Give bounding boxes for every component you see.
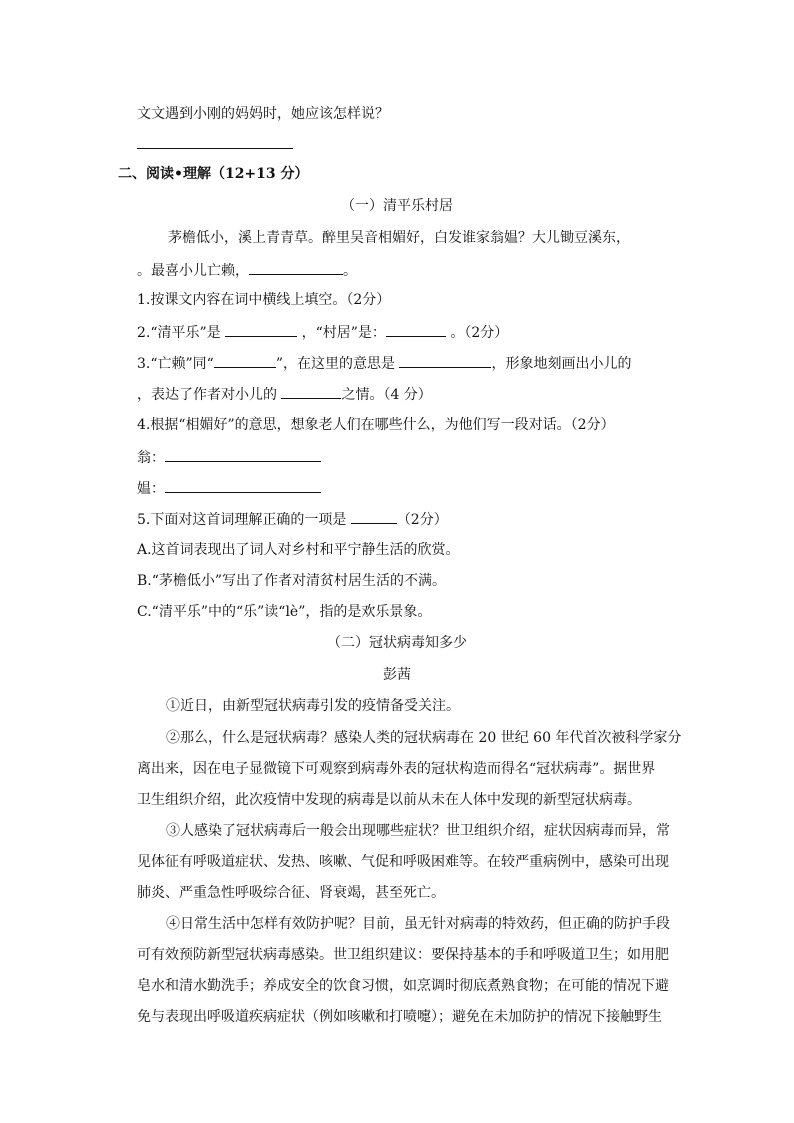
option-c: C.“清平乐”中的“乐”读“lè”，指的是欢乐景象。 bbox=[137, 604, 432, 620]
poem-title: （一）清平乐村居 bbox=[341, 198, 453, 214]
fill-blank bbox=[386, 322, 446, 337]
question-2-text: 2.“清平乐”是 bbox=[137, 325, 226, 341]
dialogue-weng bbox=[137, 447, 321, 468]
question-3-text: ，形象地刻画出小儿的 bbox=[491, 356, 632, 372]
question-4: 4.根据“相媚好”的意思，想象老人们在哪些什么，为他们写一段对话。（2分） bbox=[137, 417, 615, 433]
question-1: 1.按课文内容在词中横线上填空。（2分） bbox=[137, 292, 391, 308]
question-3-text: ，表达了作者对小儿的 bbox=[137, 387, 282, 403]
option-b: B.“茅檐低小”写出了作者对清贫村居生活的不满。 bbox=[137, 573, 447, 589]
fill-blank bbox=[225, 322, 297, 337]
paragraph-2-line-2: 离出来，因在电子显微镜下可观察到病毒外表的冠状构造而得名“冠状病毒”。据世界 bbox=[137, 761, 656, 777]
question-3 bbox=[137, 353, 631, 374]
fill-blank bbox=[214, 353, 276, 368]
paragraph-2-line-1: ②那么，什么是冠状病毒？感染人类的冠状病毒在 20 世纪 60 年代首次被科学家分 bbox=[166, 730, 682, 746]
fill-blank bbox=[249, 260, 343, 275]
question-3-text: 3.“亡赖”同“ bbox=[137, 356, 214, 372]
fill-blank bbox=[165, 447, 321, 462]
poem-line-2-end: 。 bbox=[343, 263, 357, 279]
poem-line-2-text: 。最喜小儿亡赖， bbox=[137, 263, 249, 279]
article-author: 彭茜 bbox=[383, 667, 411, 683]
article-title: （二）冠状病毒知多少 bbox=[327, 635, 467, 651]
paragraph-4-line-4: 免与表现出呼吸道疾病症状（例如咳嗽和打喷嚏）；避免在未加防护的情况下接触野生 bbox=[137, 1009, 662, 1025]
question-2-text: 。（2分） bbox=[445, 325, 509, 341]
question-text-line: 文文遇到小刚的妈妈时，她应该怎样说？ bbox=[137, 106, 389, 122]
fill-blank bbox=[399, 353, 491, 368]
paragraph-4-line-2: 可有效预防新型冠状病毒感染。世卫组织建议：要保持基本的手和呼吸道卫生；如用肥 bbox=[137, 947, 669, 963]
question-2-text: ，“村居”是： bbox=[297, 325, 386, 341]
option-a: A.这首词表现出了词人对乡村和平宁静生活的欣赏。 bbox=[137, 542, 460, 558]
dialogue-label: 翁： bbox=[137, 450, 165, 466]
dialogue-label: 媪： bbox=[137, 481, 165, 497]
question-5-text: 5.下面对这首词理解正确的一项是 bbox=[137, 512, 351, 528]
question-3-cont bbox=[137, 384, 432, 405]
paragraph-4-line-3: 皂水和清水勤洗手；养成安全的饮食习惯，如烹调时彻底煮熟食物；在可能的情况下避 bbox=[137, 978, 669, 994]
question-2 bbox=[137, 322, 508, 343]
paragraph-2-line-3: 卫生组织介绍，此次疫情中发现的病毒是以前从未在人体中发现的新型冠状病毒。 bbox=[137, 792, 641, 808]
poem-line-2 bbox=[137, 260, 357, 281]
fill-blank bbox=[281, 384, 341, 399]
question-5-text: （2分） bbox=[396, 512, 448, 528]
paragraph-3-line-1: ③人感染了冠状病毒后一般会出现哪些症状？世卫组织介绍，症状因病毒而异，常 bbox=[166, 823, 670, 839]
fill-blank bbox=[165, 478, 321, 493]
fill-blank bbox=[351, 509, 397, 524]
answer-blank-line bbox=[137, 148, 293, 149]
poem-line-1: 茅檐低小，溪上青青草。醉里吴音相媚好，白发谁家翁媪？大儿锄豆溪东， bbox=[168, 230, 630, 246]
paragraph-4-line-1: ④日常生活中怎样有效防护呢？目前，虽无针对病毒的特效药，但正确的防护手段 bbox=[166, 916, 670, 932]
question-3-text: 之情。（4 分） bbox=[341, 387, 432, 403]
paragraph-3-line-2: 见体征有呼吸道症状、发热、咳嗽、气促和呼吸困难等。在较严重病例中，感染可出现 bbox=[137, 854, 669, 870]
paragraph-3-line-3: 肺炎、严重急性呼吸综合征、肾衰竭，甚至死亡。 bbox=[137, 885, 445, 901]
section-heading: 二、阅读•理解（12+13 分） bbox=[118, 166, 309, 182]
dialogue-ao bbox=[137, 478, 321, 499]
question-3-text: ”，在这里的意思是 bbox=[275, 356, 400, 372]
question-5 bbox=[137, 509, 448, 530]
paragraph-1: ①近日，由新型冠状病毒引发的疫情备受关注。 bbox=[166, 698, 460, 714]
question-text bbox=[137, 104, 389, 124]
